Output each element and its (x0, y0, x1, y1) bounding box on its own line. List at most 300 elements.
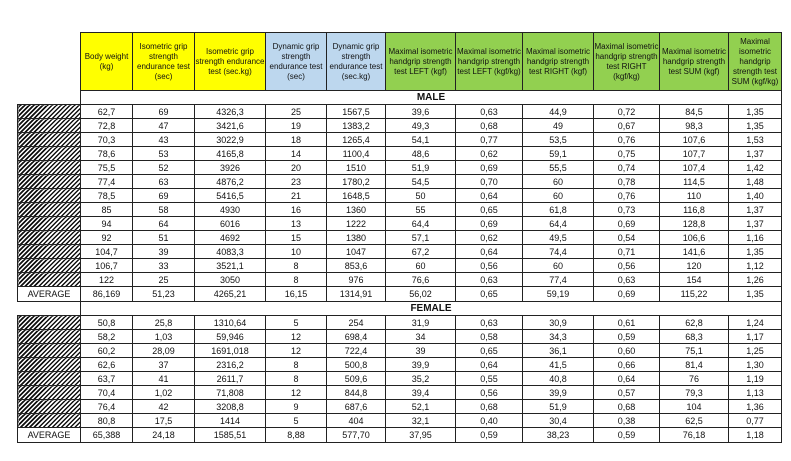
section-title-spacer (18, 302, 81, 316)
table-cell: 5416,5 (195, 189, 266, 203)
table-cell: 79,3 (660, 386, 729, 400)
table-cell: 0,64 (456, 189, 523, 203)
table-cell: 1360 (327, 203, 386, 217)
table-cell: 78,5 (81, 189, 133, 203)
redacted-subject-id (18, 386, 81, 400)
table-cell: 51 (133, 231, 195, 245)
table-cell: 853,6 (327, 259, 386, 273)
table-cell: 0,58 (456, 330, 523, 344)
table-cell: 18 (266, 133, 327, 147)
redacted-subject-id (18, 105, 81, 119)
average-cell: 24,18 (133, 428, 195, 443)
table-cell: 62,7 (81, 105, 133, 119)
column-header: Maximal isometric handgrip strength test RIGHT (kgf) (523, 33, 594, 91)
table-cell: 1,37 (729, 147, 782, 161)
average-cell: 0,65 (456, 287, 523, 302)
table-cell: 64,4 (386, 217, 456, 231)
table-cell: 61,8 (523, 203, 594, 217)
table-cell: 1,26 (729, 273, 782, 287)
table-row (18, 330, 782, 344)
average-cell: 37,95 (386, 428, 456, 443)
table-cell: 0,64 (456, 245, 523, 259)
column-header: Maximal isometric handgrip strength test LEFT (kgf) (386, 33, 456, 91)
table-cell: 62,8 (660, 316, 729, 330)
table-cell: 1,48 (729, 175, 782, 189)
column-header: Isometric grip strength endurance test (sec.kg) (195, 33, 266, 91)
redacted-subject-id (18, 330, 81, 344)
table-cell: 1,03 (133, 330, 195, 344)
table-cell: 71,808 (195, 386, 266, 400)
table-cell: 2316,2 (195, 358, 266, 372)
column-header: Isometric grip strength endurance test (sec) (133, 33, 195, 91)
table-cell: 60,2 (81, 344, 133, 358)
table-cell: 69 (133, 105, 195, 119)
table-cell: 94 (81, 217, 133, 231)
table-cell: 52,1 (386, 400, 456, 414)
table-cell: 8 (266, 372, 327, 386)
table-cell: 1510 (327, 161, 386, 175)
redacted-subject-id (18, 133, 81, 147)
table-cell: 43 (133, 133, 195, 147)
table-cell: 54,5 (386, 175, 456, 189)
table-cell: 8 (266, 358, 327, 372)
average-cell: 51,23 (133, 287, 195, 302)
table-cell: 19 (266, 119, 327, 133)
table-cell: 844,8 (327, 386, 386, 400)
redacted-subject-id (18, 189, 81, 203)
table-row (18, 119, 782, 133)
table-cell: 62,6 (81, 358, 133, 372)
column-header: Body weight (kg) (81, 33, 133, 91)
table-cell: 60 (386, 259, 456, 273)
redacted-subject-id (18, 245, 81, 259)
column-header: Maximal isometric handgrip strength test SUM (kgf) (660, 33, 729, 91)
table-cell: 106,7 (81, 259, 133, 273)
table-cell: 77,4 (81, 175, 133, 189)
table-row (18, 400, 782, 414)
table-cell: 31,9 (386, 316, 456, 330)
table-cell: 0,62 (456, 231, 523, 245)
table-cell: 53 (133, 147, 195, 161)
table-cell: 80,8 (81, 414, 133, 428)
table-cell: 55 (386, 203, 456, 217)
table-cell: 39,9 (523, 386, 594, 400)
table-cell: 0,63 (456, 273, 523, 287)
table-cell: 98,3 (660, 119, 729, 133)
table-cell: 0,67 (594, 119, 660, 133)
table-cell: 1,13 (729, 386, 782, 400)
column-header: Dynamic grip strength endurance test (sec.kg) (327, 33, 386, 91)
table-cell: 75,1 (660, 344, 729, 358)
table-cell: 0,73 (594, 203, 660, 217)
table-cell: 107,6 (660, 133, 729, 147)
table-cell: 141,6 (660, 245, 729, 259)
redacted-subject-id (18, 358, 81, 372)
table-cell: 0,63 (594, 273, 660, 287)
table-cell: 84,5 (660, 105, 729, 119)
table-cell: 0,56 (456, 259, 523, 273)
column-header: Maximal isometric handgrip strength test SUM (kgf/kg) (729, 33, 782, 91)
table-row (18, 372, 782, 386)
table-cell: 75,5 (81, 161, 133, 175)
average-cell: 16,15 (266, 287, 327, 302)
male-title-row (18, 91, 782, 105)
table-cell: 0,68 (594, 400, 660, 414)
table-cell: 63,7 (81, 372, 133, 386)
redacted-subject-id (18, 203, 81, 217)
table-cell: 404 (327, 414, 386, 428)
average-cell: 1,18 (729, 428, 782, 443)
average-label: AVERAGE (18, 287, 81, 302)
table-cell: 50,8 (81, 316, 133, 330)
table-cell: 41,5 (523, 358, 594, 372)
average-cell: 86,169 (81, 287, 133, 302)
table-cell: 25 (133, 273, 195, 287)
table-cell: 63 (133, 175, 195, 189)
table-cell: 154 (660, 273, 729, 287)
average-cell: 0,59 (456, 428, 523, 443)
table-cell: 12 (266, 344, 327, 358)
redacted-subject-id (18, 372, 81, 386)
female-average-row (18, 428, 782, 443)
table-row (18, 259, 782, 273)
table-cell: 500,8 (327, 358, 386, 372)
redacted-subject-id (18, 344, 81, 358)
table-cell: 77,4 (523, 273, 594, 287)
table-cell: 33 (133, 259, 195, 273)
redacted-subject-id (18, 119, 81, 133)
table-cell: 1,36 (729, 400, 782, 414)
average-cell: 38,23 (523, 428, 594, 443)
table-cell: 0,74 (594, 161, 660, 175)
table-cell: 70,4 (81, 386, 133, 400)
table-cell: 1,02 (133, 386, 195, 400)
table-cell: 8 (266, 273, 327, 287)
table-cell: 53,5 (523, 133, 594, 147)
table-cell: 9 (266, 400, 327, 414)
table-cell: 48,6 (386, 147, 456, 161)
table-cell: 34 (386, 330, 456, 344)
table-cell: 0,61 (594, 316, 660, 330)
table-cell: 0,60 (594, 344, 660, 358)
male-average-row (18, 287, 782, 302)
table-cell: 0,68 (456, 400, 523, 414)
table-cell: 49,5 (523, 231, 594, 245)
redacted-subject-id (18, 147, 81, 161)
table-cell: 12 (266, 330, 327, 344)
table-cell: 1567,5 (327, 105, 386, 119)
table-cell: 25,8 (133, 316, 195, 330)
table-cell: 40,8 (523, 372, 594, 386)
table-cell: 4326,3 (195, 105, 266, 119)
table-cell: 0,65 (456, 203, 523, 217)
table-cell: 1310,64 (195, 316, 266, 330)
table-cell: 4083,3 (195, 245, 266, 259)
redacted-subject-id (18, 217, 81, 231)
table-cell: 0,71 (594, 245, 660, 259)
table-cell: 49 (523, 119, 594, 133)
table-cell: 687,6 (327, 400, 386, 414)
table-cell: 64,4 (523, 217, 594, 231)
table-cell: 3926 (195, 161, 266, 175)
table-cell: 16 (266, 203, 327, 217)
table-cell: 55,5 (523, 161, 594, 175)
table-cell: 70,3 (81, 133, 133, 147)
table-cell: 1,37 (729, 203, 782, 217)
table-cell: 0,56 (594, 259, 660, 273)
average-cell: 115,22 (660, 287, 729, 302)
table-cell: 1265,4 (327, 133, 386, 147)
table-cell: 41 (133, 372, 195, 386)
table-cell: 0,72 (594, 105, 660, 119)
table-cell: 39,9 (386, 358, 456, 372)
table-cell: 106,6 (660, 231, 729, 245)
table-cell: 107,7 (660, 147, 729, 161)
redacted-subject-id (18, 316, 81, 330)
section-title-spacer (18, 91, 81, 105)
table-cell: 0,62 (456, 147, 523, 161)
results-table (17, 32, 782, 443)
average-cell: 1314,91 (327, 287, 386, 302)
table-cell: 1,24 (729, 316, 782, 330)
table-row (18, 105, 782, 119)
redacted-subject-id (18, 273, 81, 287)
table-cell: 1691,018 (195, 344, 266, 358)
table-cell: 35,2 (386, 372, 456, 386)
table-cell: 52 (133, 161, 195, 175)
table-cell: 0,54 (594, 231, 660, 245)
average-label: AVERAGE (18, 428, 81, 443)
table-cell: 5 (266, 414, 327, 428)
redacted-subject-id (18, 400, 81, 414)
table-cell: 34,3 (523, 330, 594, 344)
table-cell: 110 (660, 189, 729, 203)
table-row (18, 217, 782, 231)
table-cell: 0,78 (594, 175, 660, 189)
table-cell: 51,9 (386, 161, 456, 175)
table-cell: 85 (81, 203, 133, 217)
male-section (18, 91, 782, 302)
table-cell: 6016 (195, 217, 266, 231)
table-cell: 30,4 (523, 414, 594, 428)
table-cell: 3050 (195, 273, 266, 287)
table-cell: 39 (386, 344, 456, 358)
table-cell: 76 (660, 372, 729, 386)
table-cell: 0,63 (456, 316, 523, 330)
redacted-subject-id (18, 259, 81, 273)
average-cell: 1585,51 (195, 428, 266, 443)
table-row (18, 203, 782, 217)
table-cell: 12 (266, 386, 327, 400)
table-row (18, 344, 782, 358)
table-cell: 4165,8 (195, 147, 266, 161)
table-cell: 0,59 (594, 330, 660, 344)
table-cell: 60 (523, 175, 594, 189)
table-cell: 1,35 (729, 119, 782, 133)
table-cell: 976 (327, 273, 386, 287)
table-cell: 3022,9 (195, 133, 266, 147)
table-cell: 120 (660, 259, 729, 273)
table-cell: 1,53 (729, 133, 782, 147)
table-cell: 17,5 (133, 414, 195, 428)
table-cell: 81,4 (660, 358, 729, 372)
table-cell: 1,19 (729, 372, 782, 386)
table-cell: 1,37 (729, 217, 782, 231)
table-row (18, 133, 782, 147)
table-cell: 0,75 (594, 147, 660, 161)
table-cell: 1,40 (729, 189, 782, 203)
table-cell: 51,9 (523, 400, 594, 414)
table-cell: 698,4 (327, 330, 386, 344)
table-cell: 114,5 (660, 175, 729, 189)
table-cell: 64 (133, 217, 195, 231)
table-cell: 37 (133, 358, 195, 372)
table-cell: 1,30 (729, 358, 782, 372)
table-cell: 4876,2 (195, 175, 266, 189)
table-cell: 104,7 (81, 245, 133, 259)
table-cell: 1648,5 (327, 189, 386, 203)
average-cell: 59,19 (523, 287, 594, 302)
table-cell: 68,3 (660, 330, 729, 344)
table-row (18, 414, 782, 428)
table-cell: 1,35 (729, 245, 782, 259)
table-cell: 0,69 (456, 161, 523, 175)
table-row (18, 358, 782, 372)
table-cell: 62,5 (660, 414, 729, 428)
table-cell: 3521,1 (195, 259, 266, 273)
table-cell: 0,68 (456, 119, 523, 133)
table-cell: 49,3 (386, 119, 456, 133)
table-cell: 0,56 (456, 386, 523, 400)
table-cell: 1,12 (729, 259, 782, 273)
table-cell: 3421,6 (195, 119, 266, 133)
table-cell: 0,65 (456, 344, 523, 358)
table-cell: 21 (266, 189, 327, 203)
table-row (18, 273, 782, 287)
table-cell: 122 (81, 273, 133, 287)
table-cell: 0,55 (456, 372, 523, 386)
header-row (18, 33, 782, 91)
table-cell: 5 (266, 316, 327, 330)
female-section (18, 302, 782, 443)
table-cell: 76,6 (386, 273, 456, 287)
average-cell: 8,88 (266, 428, 327, 443)
table-cell: 72,8 (81, 119, 133, 133)
table-cell: 0,64 (456, 358, 523, 372)
table-cell: 20 (266, 161, 327, 175)
average-cell: 65,388 (81, 428, 133, 443)
table-cell: 116,8 (660, 203, 729, 217)
table-cell: 50 (386, 189, 456, 203)
table-cell: 1,16 (729, 231, 782, 245)
table-cell: 0,38 (594, 414, 660, 428)
table-cell: 0,64 (594, 372, 660, 386)
male-section-title: MALE (81, 91, 782, 105)
table-row (18, 147, 782, 161)
average-cell: 4265,21 (195, 287, 266, 302)
redacted-subject-id (18, 161, 81, 175)
table-cell: 104 (660, 400, 729, 414)
column-header: Maximal isometric handgrip strength test RIGHT (kgf/kg) (594, 33, 660, 91)
table-row (18, 189, 782, 203)
table-row (18, 231, 782, 245)
table-cell: 36,1 (523, 344, 594, 358)
table-row (18, 316, 782, 330)
table-cell: 39 (133, 245, 195, 259)
average-cell: 56,02 (386, 287, 456, 302)
table-cell: 76,4 (81, 400, 133, 414)
table-cell: 69 (133, 189, 195, 203)
table-row (18, 161, 782, 175)
table-cell: 57,1 (386, 231, 456, 245)
table-cell: 0,57 (594, 386, 660, 400)
table-cell: 92 (81, 231, 133, 245)
table-cell: 0,66 (594, 358, 660, 372)
table-cell: 107,4 (660, 161, 729, 175)
table-cell: 1,35 (729, 105, 782, 119)
table-cell: 74,4 (523, 245, 594, 259)
table-cell: 0,77 (456, 133, 523, 147)
table-row (18, 386, 782, 400)
table-cell: 15 (266, 231, 327, 245)
header-corner (18, 33, 81, 91)
average-cell: 1,35 (729, 287, 782, 302)
redacted-subject-id (18, 231, 81, 245)
table-cell: 14 (266, 147, 327, 161)
average-cell: 0,69 (594, 287, 660, 302)
table-cell: 0,76 (594, 189, 660, 203)
average-cell: 0,59 (594, 428, 660, 443)
table-cell: 509,6 (327, 372, 386, 386)
table-cell: 47 (133, 119, 195, 133)
table-cell: 0,40 (456, 414, 523, 428)
table-cell: 39,4 (386, 386, 456, 400)
table-cell: 1414 (195, 414, 266, 428)
table-cell: 58,2 (81, 330, 133, 344)
table-cell: 0,63 (456, 105, 523, 119)
table-cell: 1222 (327, 217, 386, 231)
table-cell: 2611,7 (195, 372, 266, 386)
redacted-subject-id (18, 414, 81, 428)
redacted-subject-id (18, 175, 81, 189)
table-cell: 0,76 (594, 133, 660, 147)
table-cell: 28,09 (133, 344, 195, 358)
table-cell: 67,2 (386, 245, 456, 259)
table-cell: 44,9 (523, 105, 594, 119)
table-cell: 54,1 (386, 133, 456, 147)
table-cell: 30,9 (523, 316, 594, 330)
table-cell: 3208,8 (195, 400, 266, 414)
table-cell: 32,1 (386, 414, 456, 428)
table-cell: 1,17 (729, 330, 782, 344)
table-cell: 0,69 (456, 217, 523, 231)
female-title-row (18, 302, 782, 316)
table-cell: 1780,2 (327, 175, 386, 189)
table-cell: 78,6 (81, 147, 133, 161)
table-cell: 1383,2 (327, 119, 386, 133)
table-cell: 0,77 (729, 414, 782, 428)
female-section-title: FEMALE (81, 302, 782, 316)
table-row (18, 175, 782, 189)
column-header: Maximal isometric handgrip strength test LEFT (kgf/kg) (456, 33, 523, 91)
table-row (18, 245, 782, 259)
average-cell: 76,18 (660, 428, 729, 443)
table-cell: 39,6 (386, 105, 456, 119)
table-cell: 13 (266, 217, 327, 231)
table-cell: 722,4 (327, 344, 386, 358)
table-cell: 0,70 (456, 175, 523, 189)
column-header: Dynamic grip strength endurance test (sec) (266, 33, 327, 91)
